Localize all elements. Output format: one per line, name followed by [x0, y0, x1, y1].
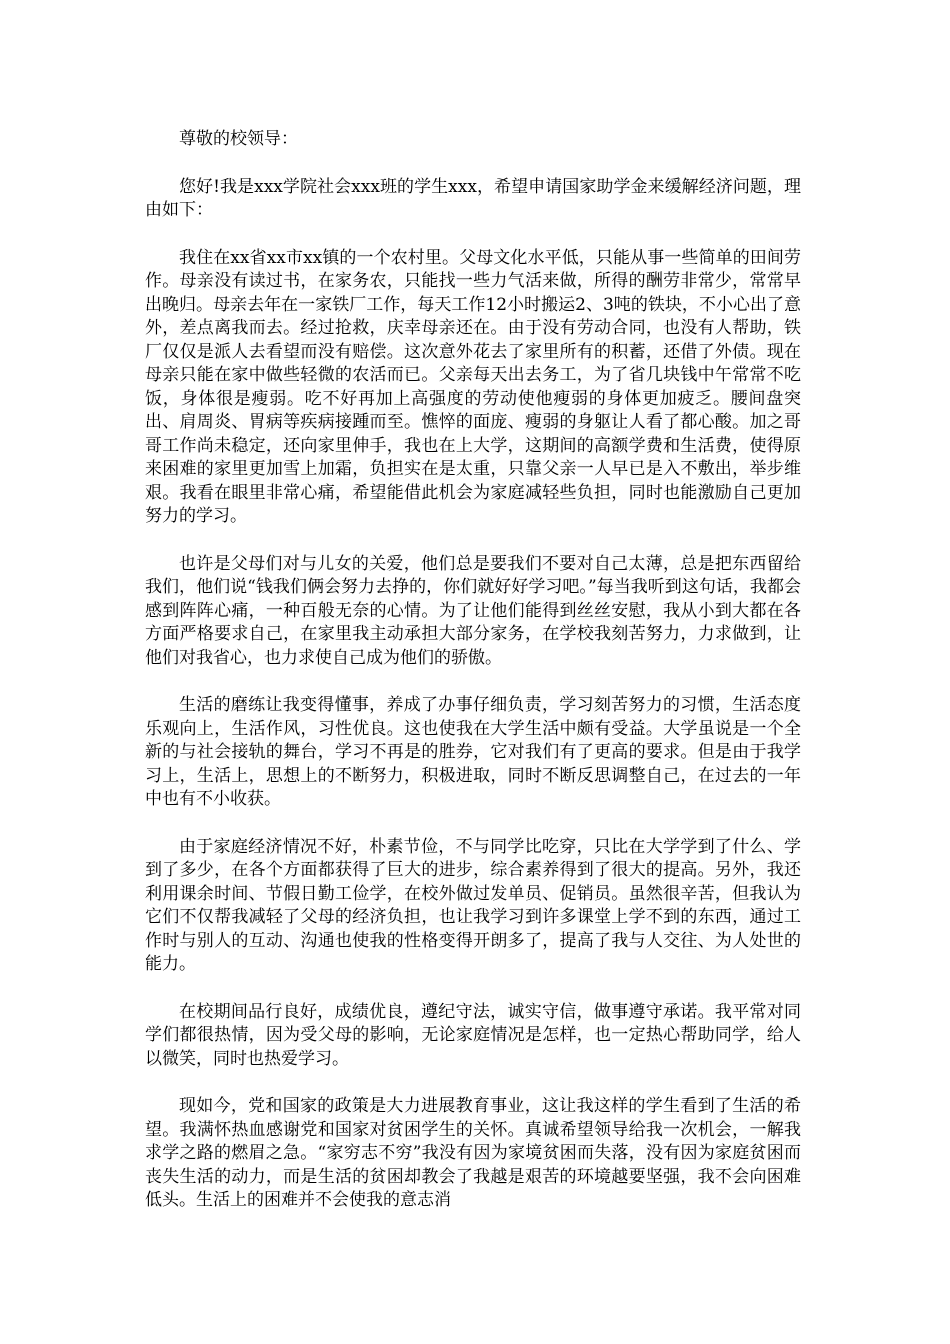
- paragraph-work-study: 由于家庭经济情况不好，朴素节俭，不与同学比吃穿，只比在大学学到了什么、学到了多少，在各个方面都获得了巨大的进步，综合素养得到了很大的提高。另外，我还利用课余时间、节假日勤工俭学，在校外做过发单员、促销员。虽然很辛苦，但我认为它们不仅帮我减轻了父母的经济负担，也让我学习到许多课堂上学不到的东西，通过工作时与别人的互动、沟通也使我的性格变得开朗多了，提高了我与人交往、为人处世的能力。: [145, 836, 801, 974]
- paragraph-family-background: 我住在xx省xx市xx镇的一个农村里。父母文化水平低，只能从事一些简单的田间劳作。母亲没有读过书，在家务农，只能找一些力气活来做，所得的酬劳非常少，常常早出晚归。母亲去年在一家铁厂工作，每天工作12小时搬运2、3吨的铁块，不小心出了意外，差点离我而去。经过抢救，庆幸母亲还在。由于没有劳动合同，也没有人帮助，铁厂仅仅是派人去看望而没有赔偿。这次意外花去了家里所有的积蓄，还借了外债。现在母亲只能在家中做些轻微的农活而已。父亲每天出去务工，为了省几块钱中午常常不吃饭，身体很是瘦弱。吃不好再加上高强度的劳动使他瘦弱的身体更加疲乏。腰间盘突出、肩周炎、胃病等疾病接踵而至。憔悴的面庞、瘦弱的身躯让人看了都心酸。加之哥哥工作尚未稳定，还向家里伸手，我也在上大学，这期间的高额学费和生活费，使得原来困难的家里更加雪上加霜，负担实在是太重，只靠父亲一人早已是入不敷出，举步维艰。我看在眼里非常心痛，希望能借此机会为家庭减轻些负担，同时也能激励自己更加努力的学习。: [145, 247, 801, 526]
- paragraph-greeting: 您好!我是xxx学院社会xxx班的学生xxx，希望申请国家助学金来缓解经济问题，理由如下：: [145, 176, 801, 220]
- document-page: [145, 128, 801, 1237]
- paragraph-parents-care: 也许是父母们对与儿女的关爱，他们总是要我们不要对自己太薄，总是把东西留给我们，他们说“钱我们俩会努力去挣的，你们就好好学习吧。”每当我听到这句话，我都会感到阵阵心痛，一种百般无奈的心情。为了让他们能得到丝丝安慰，我从小到大都在各方面严格要求自己，在家里我主动承担大部分家务，在学校我刻苦努力，力求做到，让他们对我省心，也力求使自己成为他们的骄傲。: [145, 553, 801, 668]
- paragraph-conduct: 在校期间品行良好，成绩优良，遵纪守法，诚实守信，做事遵守承诺。我平常对同学们都很热情，因为受父母的影响，无论家庭情况是怎样，也一定热心帮助同学，给人以微笑，同时也热爱学习。: [145, 1001, 801, 1069]
- paragraph-gratitude: 现如今，党和国家的政策是大力进展教育事业，这让我这样的学生看到了生活的希望。我满怀热血感谢党和国家对贫困学生的关怀。真诚希望领导给我一次机会，一解我求学之路的燃眉之急。“家穷志不穷”我没有因为家境贫困而失落，没有因为家庭贫困而丧失生活的动力，而是生活的贫困却教会了我越是艰苦的环境越要坚强，我不会向困难低头。生活上的困难并不会使我的意志消: [145, 1096, 801, 1210]
- paragraph-life-training: 生活的磨练让我变得懂事，养成了办事仔细负责，学习刻苦努力的习惯，生活态度乐观向上，生活作风，习性优良。这也使我在大学生活中颇有受益。大学虽说是一个全新的与社会接轨的舞台，学习不再是的胜券，它对我们有了更高的要求。但是由于我学习上，生活上，思想上的不断努力，积极进取，同时不断反思调整自己，在过去的一年中也有不小收获。: [145, 695, 801, 809]
- salutation: 尊敬的校领导：: [179, 129, 298, 149]
